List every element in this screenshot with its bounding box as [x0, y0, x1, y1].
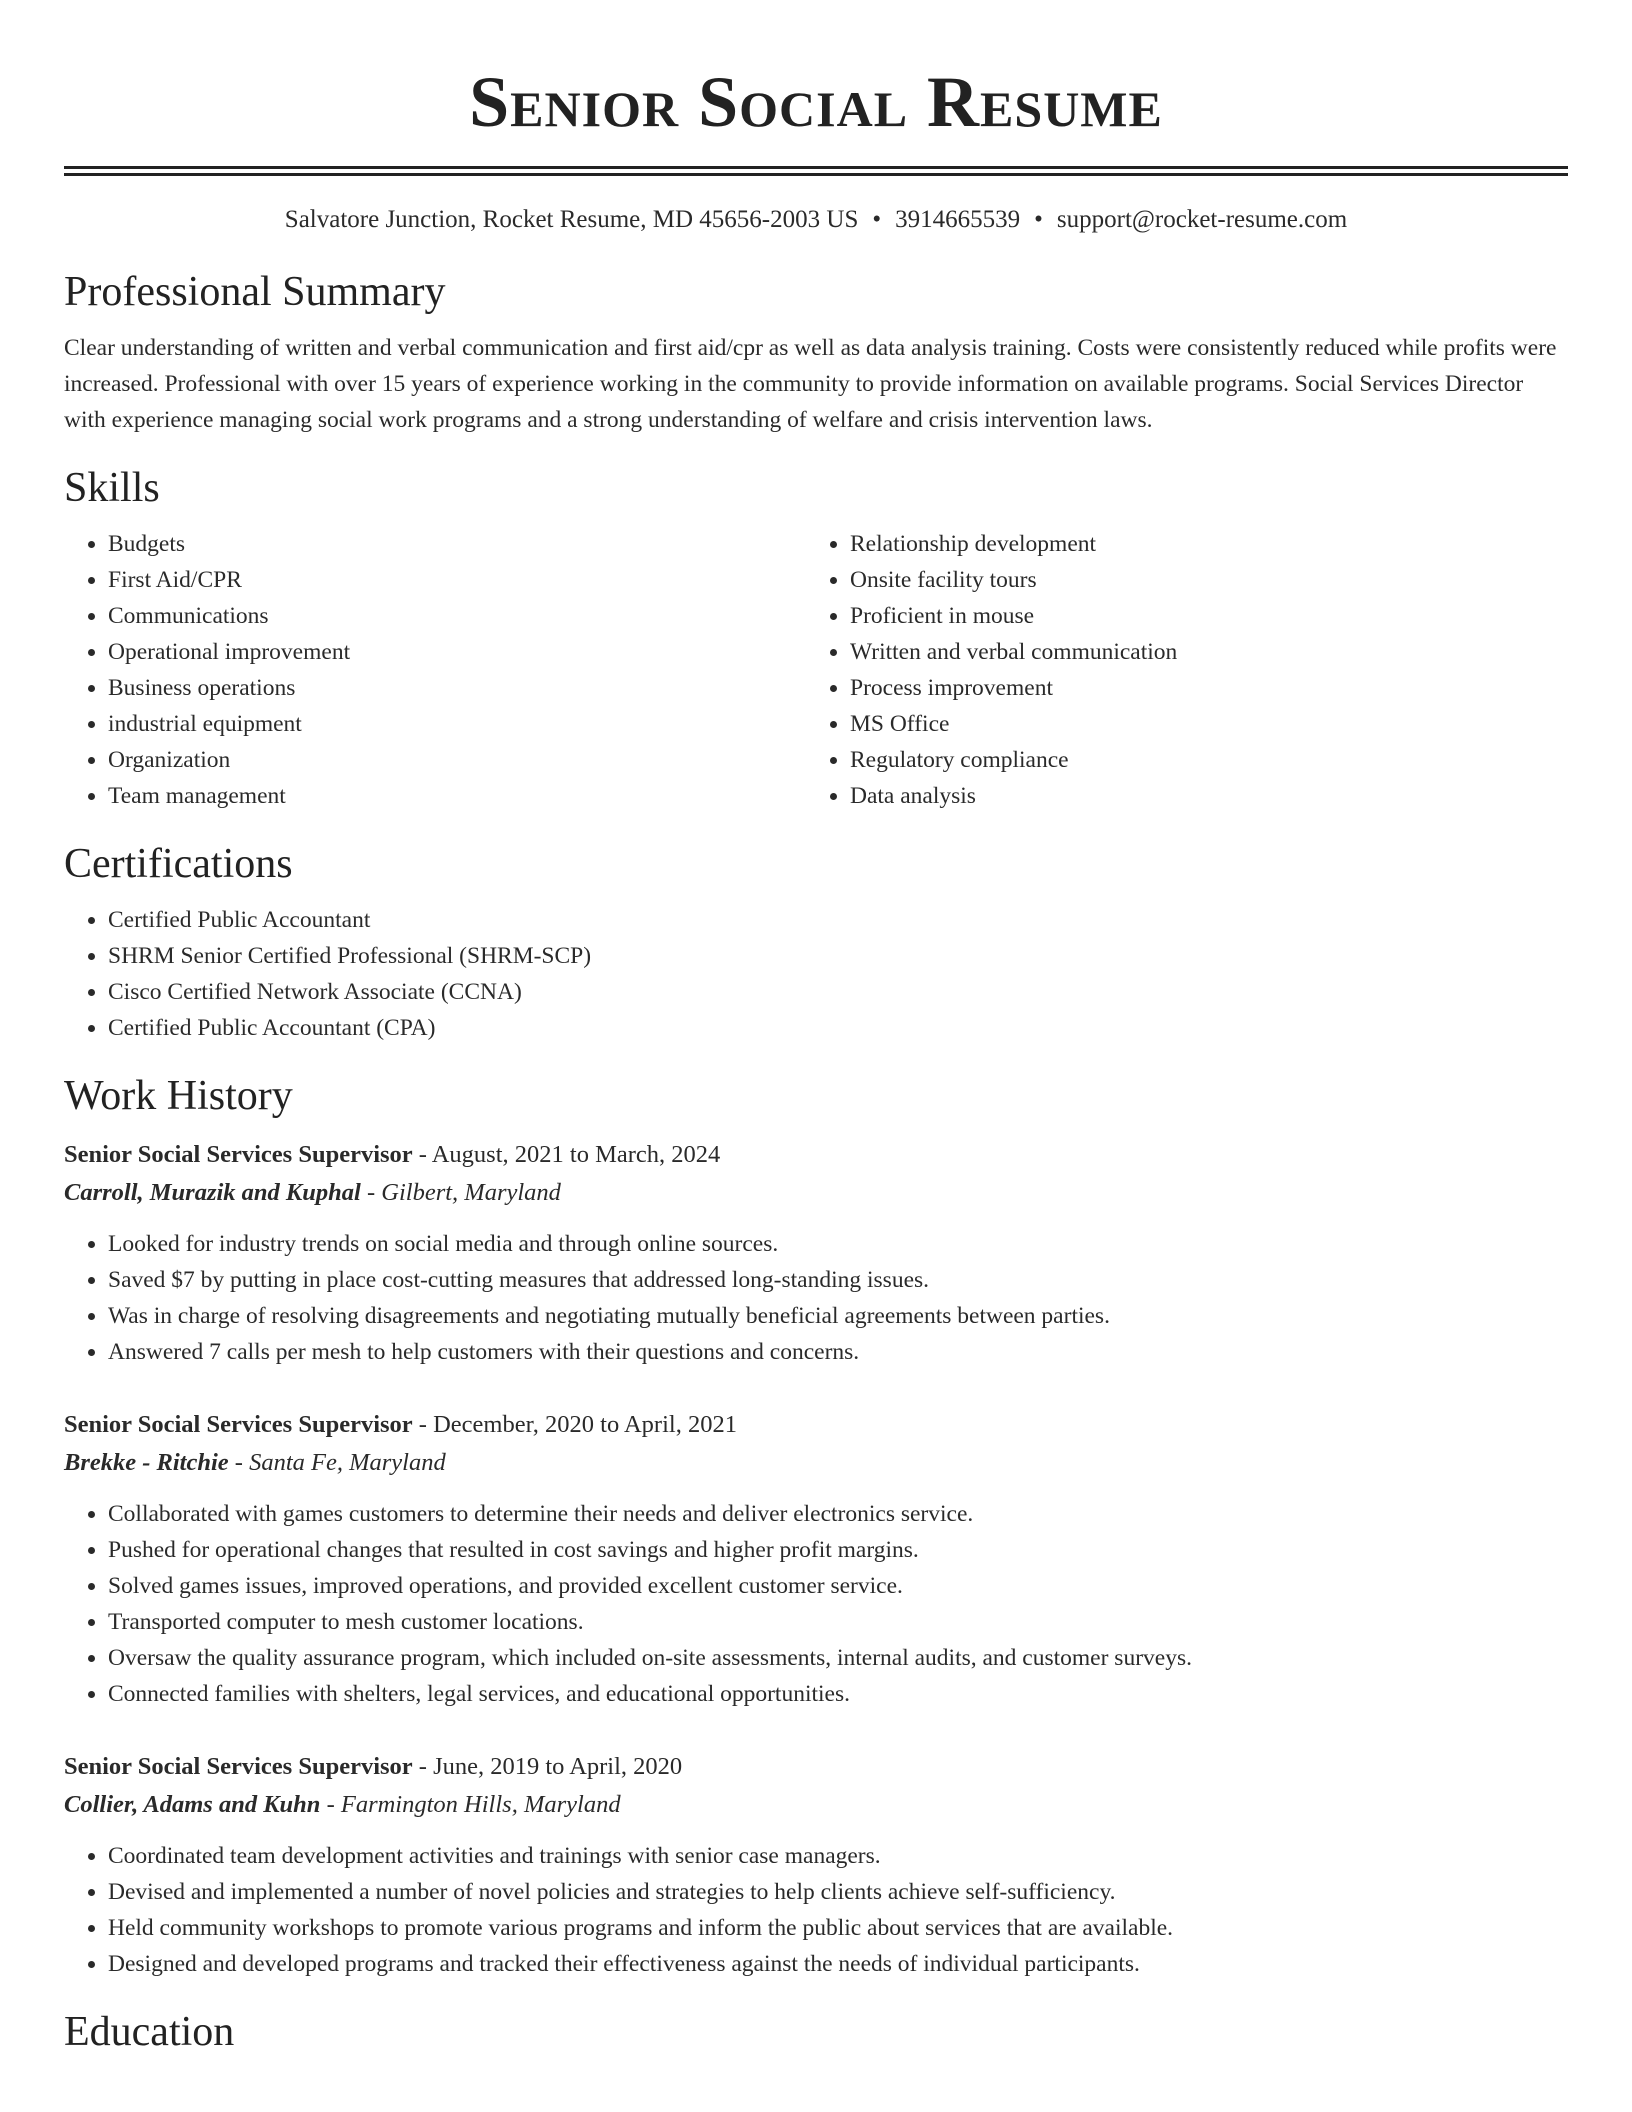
job-title: Senior Social Services Supervisor: [64, 1141, 413, 1168]
job-bullet: • Held community workshops to promote various programs and inform the public about services that are available.: [108, 1910, 1568, 1946]
skill-item: • Proficient in mouse: [850, 598, 1548, 634]
job-title-line: [64, 1136, 1568, 1174]
skill-item: • Process improvement: [850, 670, 1548, 706]
resume-page: [64, 0, 1568, 2058]
job-bullet: • Solved games issues, improved operations, and provided excellent customer service.: [108, 1568, 1568, 1604]
skills-section: [64, 462, 1568, 814]
section-heading-work-history: Work History: [64, 1073, 293, 1119]
work-history-section: [64, 1070, 1568, 1982]
skills-list-right: [806, 526, 1548, 814]
job-separator: -: [412, 1141, 432, 1168]
contact-line: [64, 202, 1568, 238]
job-company: Carroll, Murazik and Kuphal: [64, 1179, 361, 1206]
skill-item: • Data analysis: [850, 778, 1548, 814]
skill-item: • Business operations: [108, 670, 806, 706]
job-company: Collier, Adams and Kuhn: [64, 1791, 321, 1818]
job-separator: -: [320, 1791, 341, 1818]
job-bullet: • Answered 7 calls per mesh to help customers with their questions and concerns.: [108, 1334, 1568, 1370]
job-bullets: [64, 1226, 1568, 1370]
skill-item: • Written and verbal communication: [850, 634, 1548, 670]
section-heading-skills: Skills: [64, 465, 160, 511]
job-dates: December, 2020 to April, 2021: [433, 1411, 737, 1438]
job-company-line: [64, 1174, 1568, 1212]
contact-separator: •: [872, 206, 882, 233]
skill-item: • Budgets: [108, 526, 806, 562]
contact-separator: •: [1034, 206, 1043, 233]
skills-list-left: [64, 526, 806, 814]
skill-item: • industrial equipment: [108, 706, 806, 742]
job-bullet: • Transported computer to mesh customer locations.: [108, 1604, 1568, 1640]
job-entry: [64, 1136, 1568, 1370]
contact-email[interactable]: support@rocket-resume.com: [1056, 206, 1348, 233]
skill-item: • Team management: [108, 778, 806, 814]
skills-column-left: [64, 526, 806, 814]
job-entry: [64, 1748, 1568, 1982]
job-bullet: • Oversaw the quality assurance program, which included on-site assessments, internal audits, and customer surveys.: [108, 1640, 1568, 1676]
skill-item: • Relationship development: [850, 526, 1548, 562]
title-divider: [64, 166, 1568, 176]
job-bullet: • Coordinated team development activities and trainings with senior case managers.: [108, 1838, 1568, 1874]
section-heading-education: Education: [64, 2009, 235, 2055]
job-dates: August, 2021 to March, 2024: [431, 1141, 721, 1168]
job-title-line: [64, 1748, 1568, 1786]
contact-phone: 3914665539: [895, 206, 1021, 233]
resume-title: Senior Social Resume: [469, 62, 1163, 142]
job-bullet: • Pushed for operational changes that resulted in cost savings and higher profit margins.: [108, 1532, 1568, 1568]
skill-item: • Onsite facility tours: [850, 562, 1548, 598]
certifications-section: [64, 838, 1568, 1046]
section-heading-summary: Professional Summary: [64, 269, 446, 315]
skill-item: • Communications: [108, 598, 806, 634]
professional-summary-section: [64, 266, 1568, 438]
job-location: Farmington Hills, Maryland: [340, 1791, 621, 1818]
job-bullets: [64, 1496, 1568, 1712]
certification-item: • Certified Public Accountant (CPA): [108, 1010, 1568, 1046]
skill-item: • MS Office: [850, 706, 1548, 742]
job-location: Santa Fe, Maryland: [249, 1449, 446, 1476]
job-title: Senior Social Services Supervisor: [64, 1411, 413, 1438]
skill-item: • Organization: [108, 742, 806, 778]
job-separator: -: [412, 1753, 434, 1780]
section-heading-certifications: Certifications: [64, 841, 293, 887]
skill-item: • First Aid/CPR: [108, 562, 806, 598]
job-title-line: [64, 1406, 1568, 1444]
certification-item: • Cisco Certified Network Associate (CCNA): [108, 974, 1568, 1010]
job-bullets: [64, 1838, 1568, 1982]
job-bullet: • Connected families with shelters, legal services, and educational opportunities.: [108, 1676, 1568, 1712]
skills-grid: [64, 526, 1568, 814]
job-dates: June, 2019 to April, 2020: [433, 1753, 683, 1780]
skill-item: • Regulatory compliance: [850, 742, 1548, 778]
skills-column-right: [806, 526, 1548, 814]
job-separator: -: [412, 1411, 434, 1438]
job-title: Senior Social Services Supervisor: [64, 1753, 413, 1780]
skill-item: • Operational improvement: [108, 634, 806, 670]
job-bullet: • Saved $7 by putting in place cost-cutting measures that addressed long-standing issues.: [108, 1262, 1568, 1298]
certification-item: • Certified Public Accountant: [108, 902, 1568, 938]
job-company-line: [64, 1786, 1568, 1824]
education-section: [64, 2006, 1568, 2058]
job-bullet: • Looked for industry trends on social media and through online sources.: [108, 1226, 1568, 1262]
job-separator: -: [360, 1179, 382, 1206]
certification-item: • SHRM Senior Certified Professional (SHRM-SCP): [108, 938, 1568, 974]
job-bullet: • Collaborated with games customers to determine their needs and deliver electronics service.: [108, 1496, 1568, 1532]
job-bullet: • Devised and implemented a number of novel policies and strategies to help clients achieve self-sufficiency.: [108, 1874, 1568, 1910]
job-bullet: • Designed and developed programs and tracked their effectiveness against the needs of individual participants.: [108, 1946, 1568, 1982]
certifications-list: [64, 902, 1568, 1046]
summary-text: Clear understanding of written and verbal communication and first aid/cpr as well as data analysis training. Costs were consistently reduced while profits were increased. Professional with over 15 years of experience working in the community to provide information on available programs. Social Services Director with experience managing social work programs and a strong understanding of welfare and crisis intervention laws.: [64, 335, 1557, 433]
job-company-line: [64, 1444, 1568, 1482]
job-entry: [64, 1406, 1568, 1712]
job-bullet: • Was in charge of resolving disagreements and negotiating mutually beneficial agreements between parties.: [108, 1298, 1568, 1334]
job-company: Brekke - Ritchie: [64, 1449, 229, 1476]
job-location: Gilbert, Maryland: [381, 1179, 561, 1206]
job-separator: -: [228, 1449, 250, 1476]
contact-address: Salvatore Junction, Rocket Resume, MD 45656-2003 US: [284, 206, 859, 233]
